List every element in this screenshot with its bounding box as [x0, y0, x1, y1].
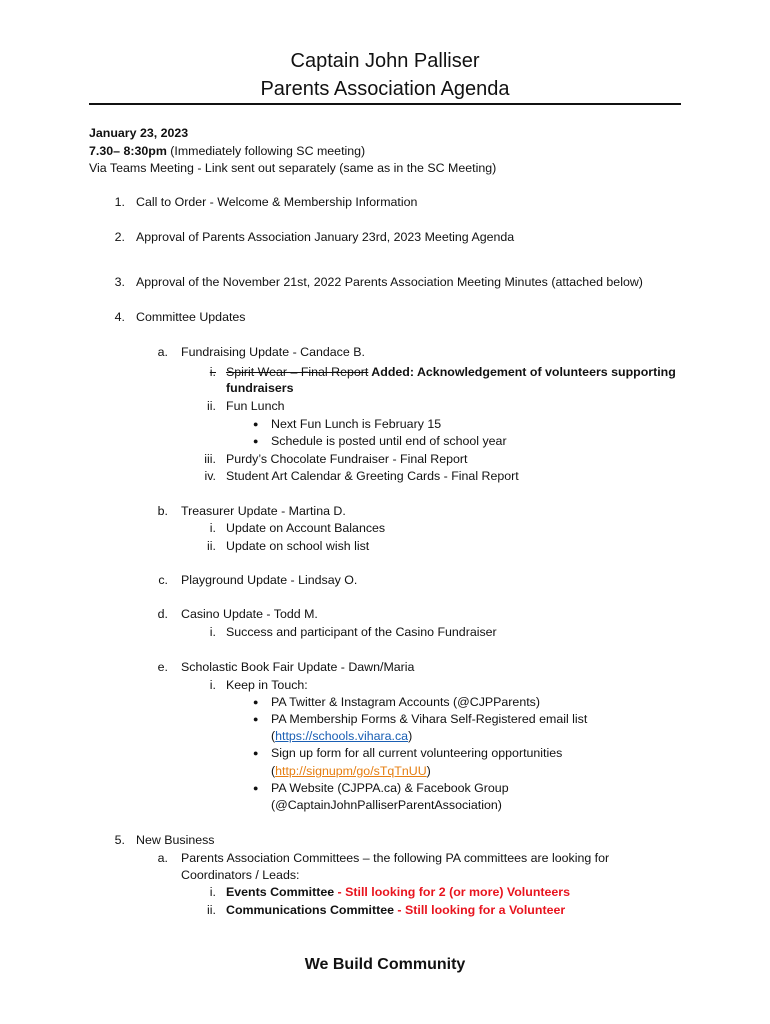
item-number: 1.: [114, 195, 125, 209]
events-committee: Events Committee - Still looking for 2 (or more) Volunteers: [226, 885, 571, 899]
roman-numeral: ii.: [207, 903, 216, 917]
title-underline: [89, 103, 681, 105]
pa-committees: Parents Association Committees – the following PA committees are looking for: [181, 851, 610, 865]
meeting-date: January 23, 2023: [89, 126, 189, 140]
keep-in-touch: Keep in Touch:: [226, 678, 308, 692]
roman-numeral: ii.: [207, 539, 216, 553]
sub-letter: a.: [157, 851, 168, 865]
account-balances-item: Update on Account Balances: [226, 521, 386, 535]
meeting-time: [89, 143, 365, 159]
art-calendar-item: Student Art Calendar & Greeting Cards - Final Report: [226, 469, 519, 483]
title-line-2: Parents Association Agenda: [260, 78, 510, 100]
agenda-item-3: Approval of the November 21st, 2022 Parents Association Meeting Minutes (attached below): [136, 275, 643, 289]
pa-website: PA Website (CJPPA.ca) & Facebook Group: [271, 781, 509, 795]
twitter-instagram: PA Twitter & Instagram Accounts (@CJPParents): [271, 695, 540, 709]
bullet: ●: [253, 697, 259, 707]
fundraising-update: Fundraising Update - Candace B.: [181, 345, 365, 359]
added-note-cont: fundraisers: [226, 381, 294, 395]
meeting-time-note: (Immediately following SC meeting): [166, 144, 366, 158]
bullet: ●: [253, 714, 259, 724]
sub-letter: c.: [158, 573, 168, 587]
events-volunteer-note: Still looking for 2 (or more) Volunteers: [345, 885, 571, 899]
spirit-wear-item: [226, 364, 676, 380]
roman-numeral: iii.: [204, 452, 216, 466]
item-number: 4.: [114, 310, 125, 324]
casino-success-item: Success and participant of the Casino Fundraiser: [226, 625, 497, 639]
fun-lunch-item: Fun Lunch: [226, 399, 285, 413]
item-number: 5.: [114, 833, 125, 847]
meeting-location: Via Teams Meeting - Link sent out separately (same as in the SC Meeting): [89, 161, 497, 175]
communications-volunteer-note: Still looking for a Volunteer: [405, 903, 566, 917]
sub-letter: e.: [157, 660, 168, 674]
bullet: ●: [253, 419, 259, 429]
membership-forms: PA Membership Forms & Vihara Self-Registered email list: [271, 712, 588, 726]
roman-numeral: i.: [209, 678, 216, 692]
facebook-group: (@CaptainJohnPalliserParentAssociation): [271, 798, 502, 812]
bullet: ●: [253, 436, 259, 446]
bullet: ●: [253, 783, 259, 793]
roman-numeral: i.: [209, 625, 216, 639]
vihara-link-line: (https://schools.vihara.ca): [271, 729, 413, 743]
vihara-link[interactable]: https://schools.vihara.ca: [275, 729, 409, 743]
roman-numeral: i.: [209, 521, 216, 535]
new-business: New Business: [136, 833, 215, 847]
sub-letter: d.: [157, 607, 168, 621]
footer-tagline: We Build Community: [304, 956, 466, 973]
fun-lunch-next: Next Fun Lunch is February 15: [271, 417, 442, 431]
title-line-1: Captain John Palliser: [290, 50, 480, 72]
agenda-item-4: Committee Updates: [136, 310, 246, 324]
pa-committees-cont: Coordinators / Leads:: [181, 868, 300, 882]
signup-link-line: (http://signupm/go/sTqTnUU): [271, 764, 431, 778]
added-note: Added: Acknowledgement of volunteers supporting: [368, 365, 676, 379]
purdys-item: Purdy’s Chocolate Fundraiser - Final Report: [226, 452, 468, 466]
meeting-time-bold: 7.30– 8:30pm: [89, 144, 167, 158]
fun-lunch-schedule: Schedule is posted until end of school year: [271, 434, 507, 448]
bullet: ●: [253, 748, 259, 758]
item-number: 3.: [114, 275, 125, 289]
communications-committee: Communications Committee - Still looking for a Volunteer: [226, 903, 566, 917]
treasurer-update: Treasurer Update - Martina D.: [181, 504, 346, 518]
sub-letter: b.: [157, 504, 168, 518]
item-number: 2.: [114, 230, 125, 244]
signup-link[interactable]: http://signupm/go/sTqTnUU: [275, 764, 427, 778]
sub-letter: a.: [157, 345, 168, 359]
spirit-wear-struck: Spirit Wear – Final Report: [226, 365, 369, 379]
book-fair-update: Scholastic Book Fair Update - Dawn/Maria: [181, 660, 415, 674]
roman-numeral: ii.: [207, 399, 216, 413]
signup-form: Sign up form for all current volunteering opportunities: [271, 746, 563, 760]
agenda-item-2: Approval of Parents Association January 23rd, 2023 Meeting Agenda: [136, 230, 515, 244]
casino-update: Casino Update - Todd M.: [181, 607, 318, 621]
roman-numeral: iv.: [204, 469, 216, 483]
playground-update: Playground Update - Lindsay O.: [181, 573, 358, 587]
agenda-item-1: Call to Order - Welcome & Membership Information: [136, 195, 418, 209]
roman-numeral: i.: [209, 365, 216, 379]
roman-numeral: i.: [209, 885, 216, 899]
wish-list-item: Update on school wish list: [226, 539, 370, 553]
